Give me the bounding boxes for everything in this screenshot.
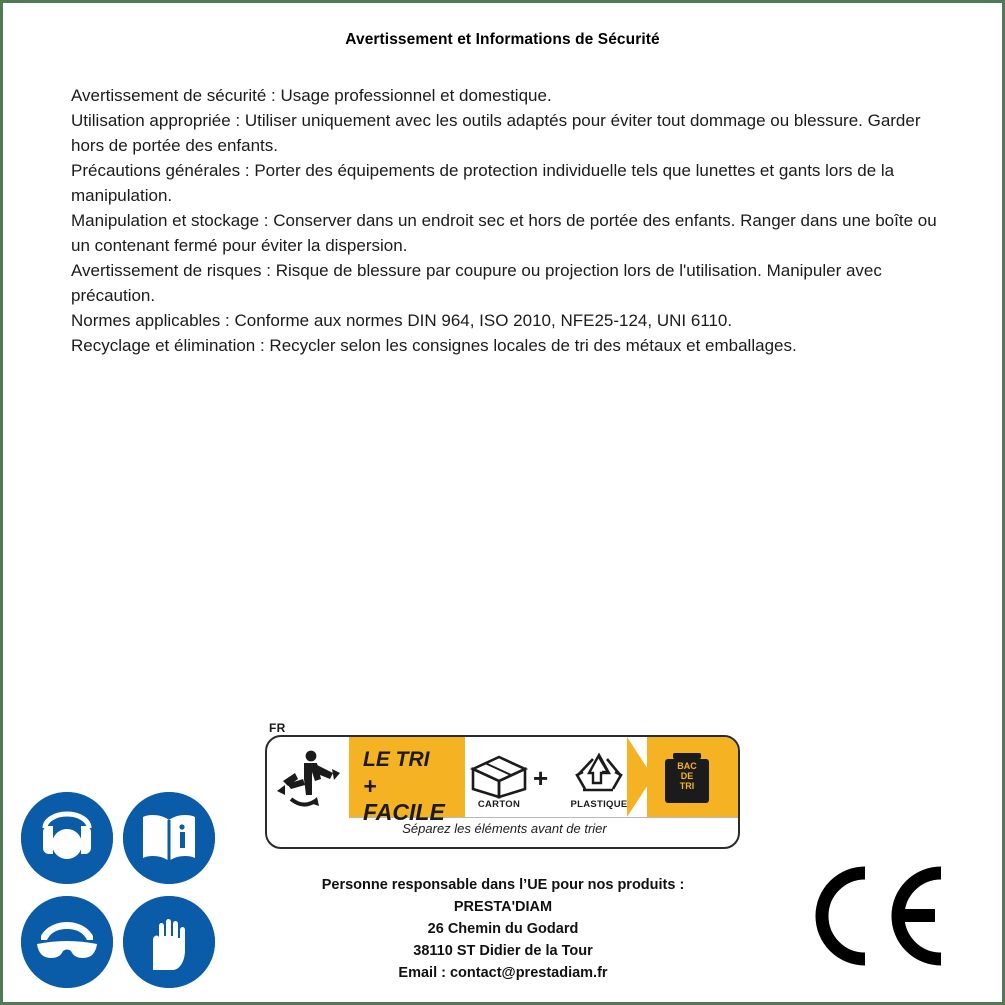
responsible-heading-ue: UE (527, 877, 548, 893)
bin-text (663, 761, 711, 791)
bin-text-line3: TRI (679, 781, 695, 791)
triman-recycling-logo (265, 721, 740, 853)
page-title: Avertissement et Informations de Sécurité (345, 31, 660, 48)
le-tri-facile-text (363, 747, 463, 825)
safety-paragraph: Normes applicables : Conforme aux normes DIN 964, ISO 2010, NFE25-124, UNI 6110. (71, 311, 733, 330)
safety-paragraph: Avertissement de risques : Risque de blessure par coupure ou projection lors de l'utilisation. Manipuler avec précaution. (71, 261, 882, 305)
carton-label: CARTON (477, 799, 521, 810)
eye-protection-icon (21, 896, 113, 988)
safety-paragraph: Utilisation appropriée : Utiliser uniquement avec les outils adaptés pour éviter tout dommage ou blessure. Garder hors de portée des enfants. (71, 111, 921, 155)
bin-text-line2: DE (680, 771, 694, 781)
carton-box-icon (463, 751, 535, 799)
le-tri-line2: + FACILE (363, 773, 445, 825)
pictogram-grid (21, 792, 221, 992)
ear-protection-icon (21, 792, 113, 884)
triman-icon (271, 739, 349, 817)
safety-text-block (71, 83, 951, 358)
company-email: Email : contact@prestadiam.fr (398, 965, 608, 981)
safety-paragraph: Manipulation et stockage : Conserver dans un endroit sec et hors de portée des enfants. Ranger dans une boîte ou un contenant fermé pour éviter la dispersion. (71, 211, 937, 255)
safety-paragraph: Avertissement de sécurité : Usage professionnel et domestique. (71, 86, 552, 105)
tri-caption: Séparez les éléments avant de trier (402, 821, 607, 836)
logo-language-label: FR (269, 721, 286, 735)
bin-text-line1: BAC (677, 761, 697, 771)
read-instructions-icon (123, 792, 215, 884)
company-name: PRESTA'DIAM (453, 899, 553, 915)
plastic-recycle-icon (563, 749, 635, 797)
responsible-heading (203, 874, 803, 896)
responsible-heading-suffix: pour nos produits : (547, 877, 685, 893)
ce-mark (803, 861, 953, 971)
company-address: 26 Chemin du Godard (427, 921, 579, 937)
le-tri-line1: LE TRI (363, 748, 430, 771)
responsible-person-block (203, 874, 803, 984)
plastic-label: PLASTIQUE (570, 799, 628, 810)
company-city: 38110 ST Didier de la Tour (413, 943, 593, 959)
responsible-heading-prefix: Personne responsable dans l’ (321, 877, 528, 893)
safety-paragraph: Précautions générales : Porter des équipements de protection individuelle tels que lunettes et gants lors de la manipulation. (71, 161, 895, 205)
safety-paragraph: Recyclage et élimination : Recycler selon les consignes locales de tri des métaux et emballages. (71, 336, 797, 355)
plus-sign: + (533, 763, 549, 793)
hand-protection-icon (123, 896, 215, 988)
